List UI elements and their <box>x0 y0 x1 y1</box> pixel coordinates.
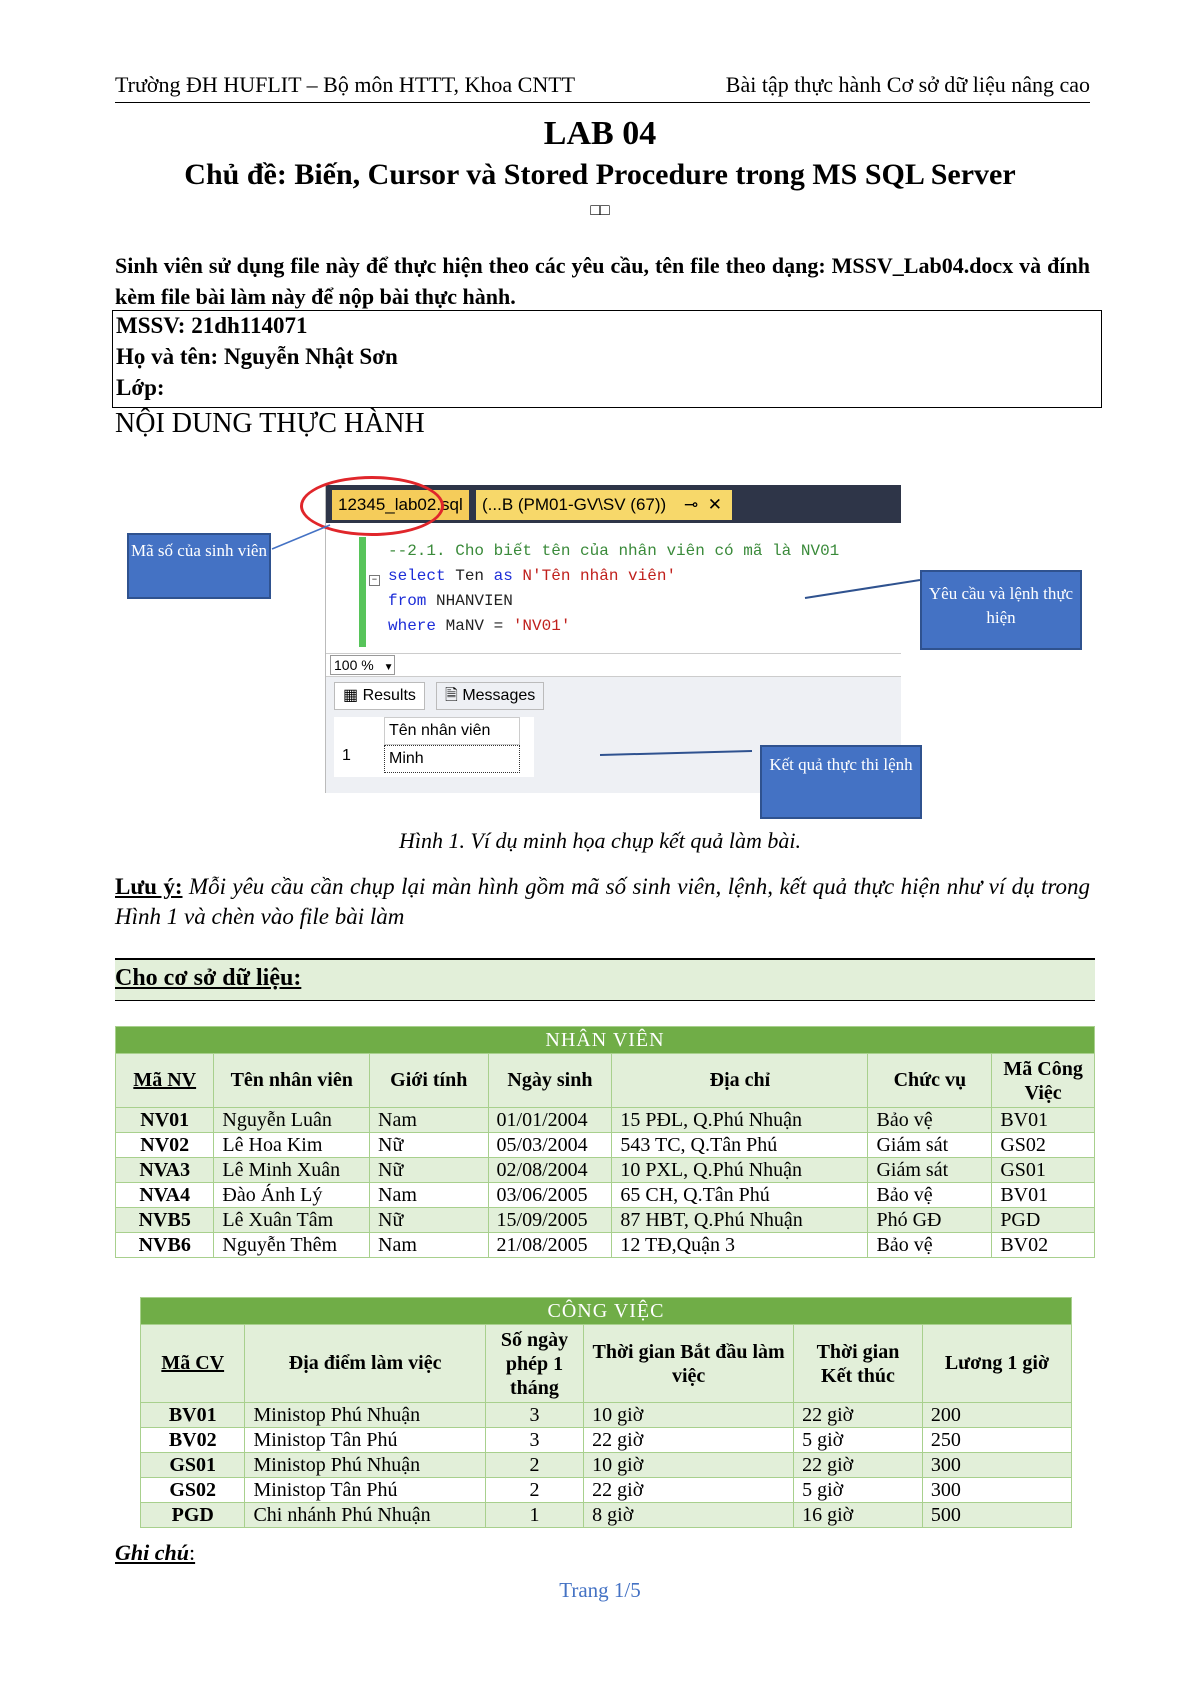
tab-results: ▦ Results <box>334 682 425 710</box>
grid-icon: ▦ <box>343 687 359 704</box>
cv-col-header: Lương 1 giờ <box>922 1325 1071 1403</box>
table-cell: Nguyễn Thêm <box>214 1233 370 1258</box>
student-id: MSSV: 21dh114071 <box>116 313 308 338</box>
callout-line-left <box>272 525 330 549</box>
tab-active-file: 12345_lab02.sql <box>332 490 469 520</box>
chevron-down-icon: ▼ <box>383 662 394 673</box>
table-cell: 03/06/2005 <box>488 1183 612 1208</box>
table-cell: PGD <box>992 1208 1095 1233</box>
table-cell: Nữ <box>370 1133 489 1158</box>
table-cell: 200 <box>922 1403 1071 1428</box>
table-cell: NVA4 <box>116 1183 214 1208</box>
table-cell: 22 giờ <box>794 1403 923 1428</box>
table-cell: Ministop Tân Phú <box>245 1428 485 1453</box>
instruction-text: Sinh viên sử dụng file này để thực hiện theo các yêu cầu, tên file theo dạng: MSSV_Lab04.docx và đính kèm file bài làm này để nộp bài thực hành. <box>115 253 1090 309</box>
table-cell: Bảo vệ <box>868 1183 992 1208</box>
table-row <box>116 1183 1095 1208</box>
student-name: Họ và tên: Nguyễn Nhật Sơn <box>116 344 398 369</box>
table-cell: NVA3 <box>116 1158 214 1183</box>
table-cell: 5 giờ <box>794 1428 923 1453</box>
table-cell: GS02 <box>141 1478 245 1503</box>
zoom-select: 100 % ▼ <box>330 655 395 675</box>
table-cell: 500 <box>922 1503 1071 1528</box>
table-cell: 21/08/2005 <box>488 1233 612 1258</box>
table-row <box>141 1503 1072 1528</box>
table-cell: Nguyễn Luân <box>214 1108 370 1133</box>
table-cell: GS02 <box>992 1133 1095 1158</box>
table-cell: Đào Ánh Lý <box>214 1183 370 1208</box>
table-cell: GS01 <box>992 1158 1095 1183</box>
table-cell: NVB6 <box>116 1233 214 1258</box>
table-cell: Nam <box>370 1233 489 1258</box>
table-cell: Giám sát <box>868 1158 992 1183</box>
callout-line-bottom <box>600 751 752 755</box>
table-cell: BV02 <box>992 1233 1095 1258</box>
table-cell: 22 giờ <box>584 1428 794 1453</box>
table-cell: Lê Minh Xuân <box>214 1158 370 1183</box>
section-title: NỘI DUNG THỰC HÀNH <box>115 408 425 439</box>
table-row <box>116 1108 1095 1133</box>
table-cell: Bảo vệ <box>868 1108 992 1133</box>
table-cell: Ministop Phú Nhuận <box>245 1453 485 1478</box>
table-cell: 300 <box>922 1478 1071 1503</box>
table-cell: 543 TC, Q.Tân Phú <box>612 1133 868 1158</box>
lab-subtitle: Chủ đề: Biến, Cursor và Stored Procedure trong MS SQL Server <box>184 158 1016 191</box>
result-column-header: Tên nhân viên <box>384 717 520 745</box>
table-cell: Ministop Phú Nhuận <box>245 1403 485 1428</box>
table-cell: 15/09/2005 <box>488 1208 612 1233</box>
table-cell: 10 giờ <box>584 1403 794 1428</box>
result-row-number: 1 <box>342 747 351 764</box>
table-cell: NV01 <box>116 1108 214 1133</box>
table-cell: 01/01/2004 <box>488 1108 612 1133</box>
table-cell: 22 giờ <box>794 1453 923 1478</box>
callout-command: Yêu cầu và lệnh thực hiện <box>920 570 1082 650</box>
note-text: Mỗi yêu cầu cần chụp lại màn hình gồm mã số sinh viên, lệnh, kết quả thực hiện như ví dụ trong Hình 1 và chèn vào file bài làm <box>115 874 1091 929</box>
table-cell: Bảo vệ <box>868 1233 992 1258</box>
table-cell: 10 giờ <box>584 1453 794 1478</box>
nv-col-header: Mã NV <box>116 1054 214 1108</box>
nv-col-header: Mã Công Việc <box>992 1054 1095 1108</box>
table-cell: BV01 <box>992 1108 1095 1133</box>
table-cell: 5 giờ <box>794 1478 923 1503</box>
nhanvien-caption: NHÂN VIÊN <box>116 1027 1095 1054</box>
table-cell: Nữ <box>370 1158 489 1183</box>
table-cell: BV02 <box>141 1428 245 1453</box>
messages-icon: 🗎 <box>445 687 458 704</box>
table-cell: 22 giờ <box>584 1478 794 1503</box>
cv-col-header: Số ngày phép 1 tháng <box>485 1325 583 1403</box>
table-cell: 65 CH, Q.Tân Phú <box>612 1183 868 1208</box>
nv-col-header: Chức vụ <box>868 1054 992 1108</box>
table-cell: 2 <box>485 1453 583 1478</box>
table-cell: Chi nhánh Phú Nhuận <box>245 1503 485 1528</box>
note-label: Lưu ý: <box>115 874 183 899</box>
table-cell: BV01 <box>992 1183 1095 1208</box>
table-cell: 16 giờ <box>794 1503 923 1528</box>
table-cell: 300 <box>922 1453 1071 1478</box>
nv-col-header: Tên nhân viên <box>214 1054 370 1108</box>
table-cell: NVB5 <box>116 1208 214 1233</box>
tab-connection: (...B (PM01-GV\SV (67)) ⊸ ✕ <box>476 490 732 520</box>
table-row <box>141 1428 1072 1453</box>
nv-col-header: Giới tính <box>370 1054 489 1108</box>
collapse-icon: − <box>369 575 380 586</box>
table-cell: Ministop Tân Phú <box>245 1478 485 1503</box>
callout-student-id: Mã số của sinh viên <box>127 533 271 599</box>
table-cell: 12 TĐ,Quận 3 <box>612 1233 868 1258</box>
table-cell: Lê Xuân Tâm <box>214 1208 370 1233</box>
header-left: Trường ĐH HUFLIT – Bộ môn HTTT, Khoa CNTT <box>115 72 576 97</box>
table-row <box>141 1478 1072 1503</box>
table-row <box>141 1403 1072 1428</box>
table-cell: 8 giờ <box>584 1503 794 1528</box>
close-icon: ⊸ ✕ <box>684 495 722 514</box>
table-cell: 15 PĐL, Q.Phú Nhuận <box>612 1108 868 1133</box>
cv-col-header: Mã CV <box>141 1325 245 1403</box>
cv-col-header: Địa điểm làm việc <box>245 1325 485 1403</box>
callout-result: Kết quả thực thi lệnh <box>760 745 922 819</box>
ghichu-label: Ghi chú: <box>115 1540 196 1565</box>
table-cell: 10 PXL, Q.Phú Nhuận <box>612 1158 868 1183</box>
database-heading: Cho cơ sở dữ liệu: <box>115 958 1095 1001</box>
nv-col-header: Ngày sinh <box>488 1054 612 1108</box>
table-row <box>116 1208 1095 1233</box>
table-row <box>116 1133 1095 1158</box>
table-cell: NV02 <box>116 1133 214 1158</box>
congviec-table <box>140 1297 1072 1528</box>
tab-messages: 🗎 Messages <box>436 682 544 710</box>
table-cell: 05/03/2004 <box>488 1133 612 1158</box>
cv-col-header: Thời gian Kết thúc <box>794 1325 923 1403</box>
table-cell: 87 HBT, Q.Phú Nhuận <box>612 1208 868 1233</box>
table-cell: 02/08/2004 <box>488 1158 612 1183</box>
table-cell: Nữ <box>370 1208 489 1233</box>
table-cell: Lê Hoa Kim <box>214 1133 370 1158</box>
table-cell: 2 <box>485 1478 583 1503</box>
figure-caption: Hình 1. Ví dụ minh họa chụp kết quả làm bài. <box>398 828 802 853</box>
table-cell: Nam <box>370 1183 489 1208</box>
table-cell: BV01 <box>141 1403 245 1428</box>
congviec-caption: CÔNG VIỆC <box>141 1298 1072 1325</box>
table-row <box>116 1233 1095 1258</box>
note-paragraph <box>115 872 1090 932</box>
header-right: Bài tập thực hành Cơ sở dữ liệu nâng cao <box>725 72 1090 97</box>
cv-col-header: Thời gian Bắt đầu làm việc <box>584 1325 794 1403</box>
lab-title: LAB 04 <box>543 115 657 152</box>
table-cell: 3 <box>485 1403 583 1428</box>
sql-code: --2.1. Cho biết tên của nhân viên có mã là NV01 select Ten as N'Tên nhân viên' from NHANVIEN where MaNV = 'NV01' <box>388 542 840 635</box>
nhanvien-table <box>115 1026 1095 1258</box>
table-cell: Nam <box>370 1108 489 1133</box>
table-row <box>141 1453 1072 1478</box>
table-row <box>116 1158 1095 1183</box>
page-footer: Trang 1/5 <box>559 1578 641 1602</box>
table-cell: 1 <box>485 1503 583 1528</box>
result-cell: Minh <box>384 745 520 773</box>
table-cell: GS01 <box>141 1453 245 1478</box>
nv-col-header: Địa chỉ <box>612 1054 868 1108</box>
table-cell: Phó GĐ <box>868 1208 992 1233</box>
table-cell: 3 <box>485 1428 583 1453</box>
placeholder-glyph-icon: □□ <box>590 202 610 219</box>
table-cell: Giám sát <box>868 1133 992 1158</box>
callout-line-right <box>805 580 920 598</box>
table-cell: 250 <box>922 1428 1071 1453</box>
table-cell: PGD <box>141 1503 245 1528</box>
student-class: Lớp: <box>116 375 165 400</box>
